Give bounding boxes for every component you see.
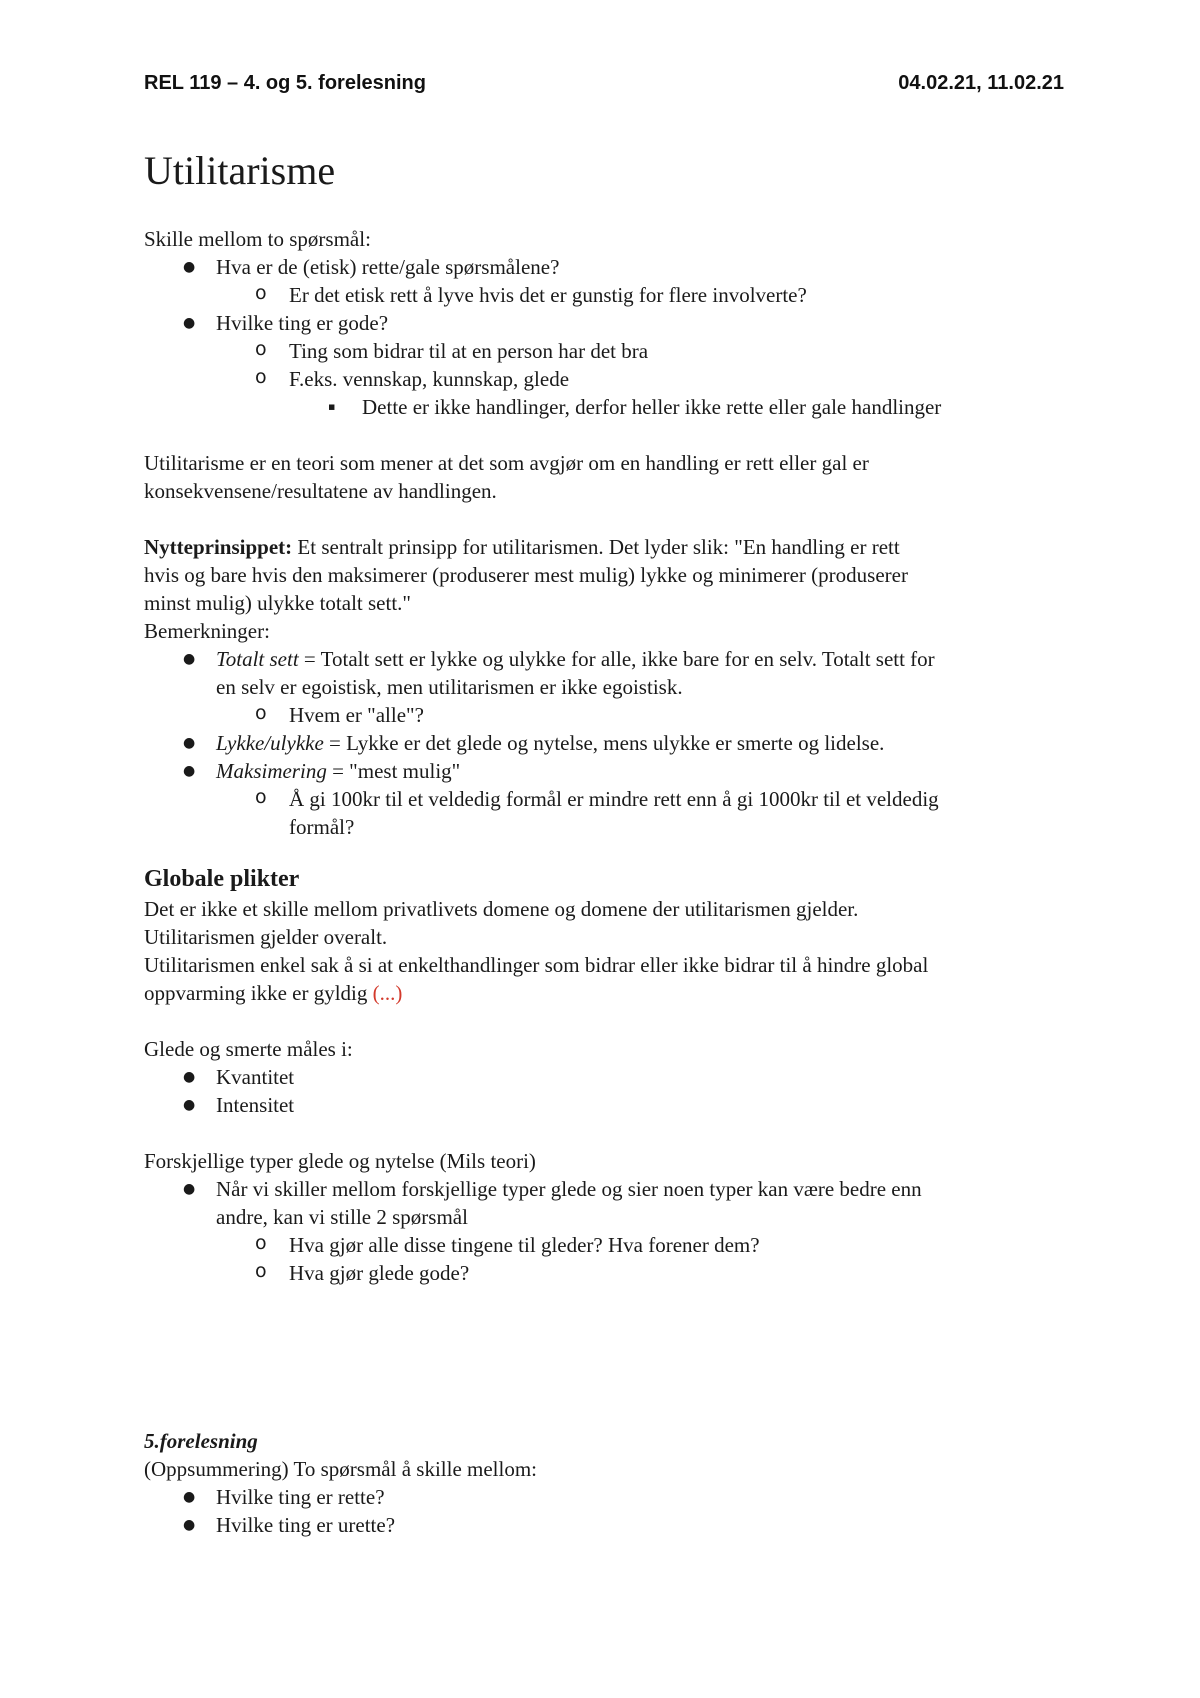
list-item: o Hva gjør alle disse tingene til gleder? Hva forener dem? (144, 1231, 1064, 1259)
bullet-circle-icon: o (255, 786, 267, 808)
remarks-list (144, 645, 1064, 841)
term-nytteprinsippet: Nytteprinsippet: (144, 535, 293, 559)
list-item: ● Maksimering = "mest mulig" (183, 759, 461, 783)
remarks-heading: Bemerkninger: (144, 619, 270, 643)
list-item: ● Hva er de (etisk) rette/gale spørsmålene? (183, 255, 560, 279)
bullet-disc-icon: ● (183, 1489, 196, 1505)
header-dates: 04.02.21, 11.02.21 (898, 72, 1064, 94)
paragraph: (Oppsummering) To spørsmål å skille mellom: (144, 1457, 538, 1481)
bullet-circle-icon: o (255, 702, 267, 724)
bullet-disc-icon: ● (183, 315, 196, 331)
paragraph: Det er ikke et skille mellom privatlivets domene og domene der utilitarismen gjelder. (144, 897, 859, 921)
paragraph: konsekvensene/resultatene av handlingen. (144, 479, 497, 503)
paragraph: Utilitarismen gjelder overalt. (144, 925, 388, 949)
list-item: ● Hvilke ting er rette? (183, 1485, 385, 1509)
bullet-circle-icon: o (255, 1260, 267, 1282)
paragraph: oppvarming ikke er gyldig (...) (144, 981, 403, 1005)
bullet-circle-icon: o (255, 338, 267, 360)
bullet-disc-icon: ● (183, 1517, 196, 1533)
list-item: ● Hvilke ting er gode? (183, 311, 389, 335)
list-item: ● Når vi skiller mellom forskjellige typer glede og sier noen typer kan være bedre enn andre, kan vi stille 2 spørsmål (183, 1177, 922, 1229)
list-item: ▪ Dette er ikke handlinger, derfor heller ikke rette eller gale handlinger (328, 395, 942, 419)
questions-list (144, 253, 1064, 421)
bullet-disc-icon: ● (183, 1069, 196, 1085)
bullet-disc-icon: ● (183, 651, 196, 667)
ellipsis-note: (...) (372, 981, 403, 1005)
list-item: o Ting som bidrar til at en person har det bra (144, 337, 1064, 365)
list-item: ● Lykke/ulykke = Lykke er det glede og nytelse, mens ulykke er smerte og lidelse. (183, 731, 885, 755)
types-list (144, 1175, 1064, 1287)
paragraph: Glede og smerte måles i: (144, 1037, 353, 1061)
measure-list (144, 1063, 1064, 1119)
list-item: ● Kvantitet (183, 1065, 295, 1089)
summary-list (144, 1483, 1064, 1539)
bullet-square-icon: ▪ (328, 400, 336, 413)
bullet-disc-icon: ● (183, 763, 196, 779)
page-header (144, 72, 1064, 95)
paragraph: Utilitarismen enkel sak å si at enkelthandlinger som bidrar eller ikke bidrar til å hindre global (144, 953, 929, 977)
document-page (144, 72, 1064, 1539)
nytteprinsippet-paragraph: Nytteprinsippet: Et sentralt prinsipp for utilitarismen. Det lyder slik: "En handling er rett (144, 535, 900, 559)
list-item: ● Intensitet (183, 1093, 295, 1117)
bullet-disc-icon: ● (183, 1097, 196, 1113)
bullet-circle-icon: o (255, 282, 267, 304)
paragraph: Forskjellige typer glede og nytelse (Mils teori) (144, 1149, 536, 1173)
paragraph: hvis og bare hvis den maksimerer (produserer mest mulig) lykke og minimerer (produserer (144, 563, 908, 587)
bullet-circle-icon: o (255, 366, 267, 388)
list-item: o Hva gjør glede gode? (144, 1259, 1064, 1287)
bullet-disc-icon: ● (183, 1181, 196, 1197)
bullet-disc-icon: ● (183, 259, 196, 275)
section-heading-globale-plikter: Globale plikter (144, 866, 300, 892)
paragraph: minst mulig) ulykke totalt sett." (144, 591, 411, 615)
section-heading-5-forelesning: 5.forelesning (144, 1429, 258, 1453)
bullet-disc-icon: ● (183, 735, 196, 751)
list-item: o F.eks. vennskap, kunnskap, glede (144, 365, 1064, 393)
bullet-circle-icon: o (255, 1232, 267, 1254)
header-course: REL 119 – 4. og 5. forelesning (144, 72, 426, 94)
list-item: ● Totalt sett = Totalt sett er lykke og ulykke for alle, ikke bare for en selv. Totalt sett for en selv er egoistisk, men utilitarismen er ikke egoistisk. (183, 647, 935, 699)
paragraph: Utilitarisme er en teori som mener at det som avgjør om en handling er rett eller gal er (144, 451, 869, 475)
list-item: ● Hvilke ting er urette? (183, 1513, 396, 1537)
document-title: Utilitarisme (144, 148, 336, 193)
questions-intro: Skille mellom to spørsmål: (144, 227, 371, 251)
list-item: o Å gi 100kr til et veldedig formål er mindre rett enn å gi 1000kr til et veldedig formål? (144, 785, 1064, 841)
list-item: o Hvem er "alle"? (144, 701, 1064, 729)
list-item: o Er det etisk rett å lyve hvis det er gunstig for flere involverte? (144, 281, 1064, 309)
